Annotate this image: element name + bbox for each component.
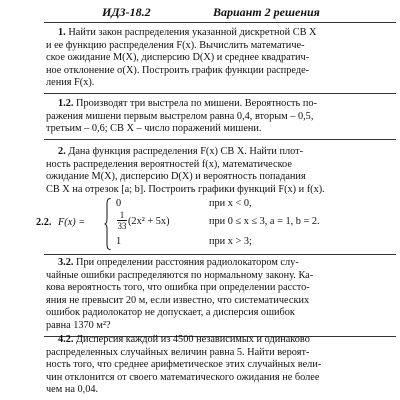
task-1-2-line: Производят три выстрела по мишени. Вероятность по- — [76, 98, 317, 109]
task-2-line: ожидание M(X), дисперсию D(X) и вероятность попадания — [46, 171, 306, 183]
task-1-2-line: третьим – 0,6; СВ X – число поражений мишени. — [46, 123, 262, 135]
formula-lhs: F(x) = — [58, 217, 86, 228]
piecewise-formula — [36, 196, 396, 252]
header-divider — [44, 22, 396, 23]
left-brace — [104, 198, 111, 250]
task-1-2 — [46, 98, 391, 136]
task-1-number: 1. — [58, 27, 66, 38]
task-2-line: Дана функция распределения F(x) СВ X. Найти плот- — [68, 146, 304, 157]
fraction — [116, 210, 128, 231]
case-2-expression: (2x² + 5x) — [128, 216, 170, 227]
task-2-line: СВ X на отрезок [a; b]. Построить графики функций F(x) и f(x). — [46, 183, 325, 195]
task-2-number: 2. — [58, 146, 66, 157]
fraction-denominator: 33 — [117, 221, 127, 231]
task-2 — [46, 146, 391, 196]
task-1-line: ское ожидание M(X), дисперсию D(X) и среднее квадратич- — [46, 52, 310, 64]
task-1 — [46, 27, 391, 90]
case-2-condition: при 0 ≤ x ≤ 3, a = 1, b = 2. — [209, 216, 320, 227]
variant-title: Вариант 2 решения — [213, 5, 320, 19]
task-1-line: ное отклонение σ(X). Построить график функции распреде- — [46, 64, 310, 76]
formula-number: 2.2. — [36, 217, 52, 228]
task-3-2-line: кова вероятность того, что ошибка при определении рассто- — [46, 282, 310, 294]
fraction-numerator: 1 — [119, 210, 125, 220]
task-1-line: ления F(x). — [46, 77, 95, 89]
assignment-code: ИДЗ-18.2 — [102, 5, 151, 19]
case-1-value: 0 — [116, 198, 122, 209]
task-4-2 — [46, 334, 391, 397]
task-4-2-number: 4.2. — [58, 334, 74, 345]
section-divider — [44, 139, 396, 140]
section-divider — [44, 254, 396, 255]
case-1-condition: при x < 0, — [209, 198, 252, 209]
task-1-2-number: 1.2. — [58, 98, 74, 109]
case-3-condition: при x > 3; — [209, 236, 252, 247]
task-2-line: ность распределения вероятностей f(x), математическое — [46, 158, 292, 170]
task-3-2-line: ошибок радиолокатор не допускает, а дисперсия ошибок — [46, 307, 295, 319]
section-divider — [44, 93, 396, 94]
task-3-2-number: 3.2. — [58, 257, 74, 268]
task-1-line: Найти закон распределения указанной дискретной СВ X — [68, 27, 317, 38]
task-3-2-line: При определении расстояния радиолокатором слу- — [76, 257, 299, 268]
task-4-2-line: Дисперсия каждой из 4500 независимых и одинаково — [76, 334, 310, 345]
task-4-2-line: ность того, что среднее арифметическое этих случайных вели- — [46, 359, 322, 371]
task-1-2-line: ражения мишени первым выстрелом равна 0,4, вторым – 0,5, — [46, 110, 314, 122]
task-3-2-line: чайные ошибки распределяются по нормальному закону. Ка- — [46, 269, 314, 281]
task-4-2-line: чем на 0,04. — [46, 384, 99, 396]
task-4-2-line: распределенных случайных величин равна 5. Найти вероят- — [46, 346, 310, 358]
task-4-2-line: чин отклонится от своего математического ожидания не более — [46, 371, 320, 383]
task-3-2 — [46, 257, 391, 333]
page-header — [0, 5, 400, 21]
task-1-line: и ее функцию распределения F(x). Вычислить математиче- — [46, 39, 305, 51]
task-3-2-line: равна 1370 м²? — [46, 319, 111, 331]
case-3-value: 1 — [116, 236, 122, 247]
task-3-2-line: яния не превысит 20 м, если известно, что систематических — [46, 294, 310, 306]
